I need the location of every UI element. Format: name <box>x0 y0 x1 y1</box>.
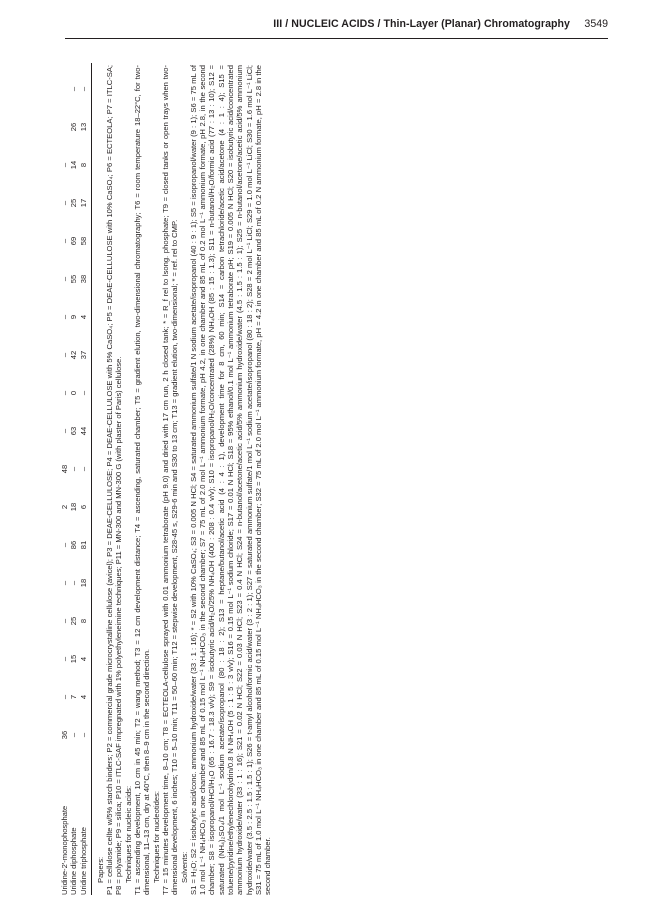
table-cell: – <box>69 732 79 738</box>
row-compound-name: Uridine-2′-monophosphate <box>60 805 69 895</box>
table-cell: 8 <box>78 162 88 168</box>
table-cell: – <box>60 580 69 586</box>
table-cell: 42 <box>69 350 79 360</box>
header-rule <box>65 38 608 39</box>
table-cell: – <box>60 390 69 396</box>
table-cell: – <box>60 352 69 358</box>
table-cell: – <box>60 200 69 206</box>
techniques-nucleotides-heading: Techniques for nucleotides: <box>151 790 161 883</box>
table-cell: – <box>78 466 88 472</box>
table-cell: – <box>60 428 69 434</box>
table-bottom-rule <box>91 63 92 895</box>
table-cell: – <box>60 238 69 244</box>
table-cell: 18 <box>69 502 79 512</box>
table-cell: 48 <box>60 464 69 474</box>
table-footnotes <box>96 65 273 895</box>
techniques-nucleic-text: T1 = ascending development, 10 cm in 45 min; T2 = wang method; T3 = 12 cm development distance; T4 = ascending, saturated chamber; T5 = gradient elution, two-dimensional chromatography; T6 = room temperature 18–22°C, for two-dimensional, 11–13 cm, dry at 40°C, then 8–9 cm in the second direction. <box>133 65 152 895</box>
table-cell: 4 <box>78 694 88 700</box>
table-cell: 4 <box>78 314 88 320</box>
table-cell: – <box>60 618 69 624</box>
table-cell: – <box>60 162 69 168</box>
table-cell: 9 <box>69 314 79 320</box>
table-cell: – <box>69 580 79 586</box>
table-cell: 6 <box>78 504 88 510</box>
table-cell: – <box>60 656 69 662</box>
table-cell: 36 <box>60 730 69 740</box>
table-cell: 58 <box>78 236 88 246</box>
table-cell: – <box>69 86 79 92</box>
table-cell: 25 <box>69 198 79 208</box>
table-cell: 17 <box>78 198 88 208</box>
table-cell: – <box>60 694 69 700</box>
rotated-table-block <box>60 55 382 895</box>
table-cell: – <box>60 542 69 548</box>
techniques-nucleotides-text: T7 = 15 minutes development time, 8–10 cm; T8 = ECTEOLA-cellulose sprayed with 0.01 ammonium tetraborate (pH 9.0) and dried with 17 cm run, 2 h closed tank; * = R_f rel to lsong. phosphate; T9 = closed tanks or open trays when two-dimensional development, 6 inches; T10 = 5–10 min; T11 = 50–60 min; T12 = stepwise development, S28-45 s, S29-6 min and S30 to 13 cm; T13 = gradient elution, two-dimensional; * = ref. rel to CMP. <box>160 65 180 895</box>
table-cell: 69 <box>69 236 79 246</box>
table-cell: 55 <box>69 274 79 284</box>
table-cell: 18 <box>78 578 88 588</box>
table-cell: 44 <box>78 426 88 436</box>
table-cell: 37 <box>78 350 88 360</box>
row-compound-name: Uridine diphosphate <box>69 827 79 895</box>
table-cell: – <box>60 314 69 320</box>
solvents-heading: Solvents: <box>179 851 189 883</box>
table-cell: – <box>60 276 69 282</box>
table-cell: – <box>69 466 79 472</box>
table-cell: 0 <box>69 390 79 396</box>
table-cell: 2 <box>60 504 69 510</box>
papers-heading: Papers: <box>95 856 105 883</box>
table-cell: 14 <box>69 160 79 170</box>
table-cell: 25 <box>69 616 79 626</box>
table-cell: – <box>78 86 88 92</box>
table-row <box>69 55 78 895</box>
table-cell: 38 <box>78 274 88 284</box>
papers-text: P1 = cellulose cellte w/5% starch binders; P2 = commercial grade microcrystalline cellulose (avicel); P3 = DEAE-CELLULOSE; P4 = DEAE-CELLULOSE with 5% CaSO₄; P5 = DEAE-CELLULOSE with 10% CaSO₄; P6 = ECTEOLA; P7 = ITLC-SA; P8 = polyamide; P9 = silica; P10 = ITLC-SAF impregnated with 1% polyethyleneimine techniques; P11 = MN-300 and MN-300 G (with plaster of Paris) cellulose. <box>105 65 124 895</box>
row-compound-name: Uridine triphosphate <box>78 827 88 895</box>
solvents-text: S1 = H₂O; S2 = isobutyric acid/conc. ammonium hydroxide/water (33 : 1 : 16); * = S2 with 10% CaSO₄; S3 = 0.005 N HCl; S4 = saturated ammonium sulfate/1 N sodium acetate/isopropanol (40 : 9 : 1); S5 = isopropanol/water (9 : 1); S6 = 75 mL of 1.0 mol L⁻¹ NH₄HCO₃ in one chamber and 85 mL of 0.15 mol L⁻¹ NH₄HCO₃ in the second chamber; S7 = 75 mL of 2.0 mol L⁻¹ ammonium formate, pH 4.2, in one chamber and 85 mL of 0.2 mol L⁻¹ ammonium formate, pH 2.8, in the second chamber; S8 = isopropanol/HCl/H₂O (65 : 16.7 : 18.3 v/v); S9 = isobutyric acid/H₂O/25% NH₄OH (400 : 208 : 0.4 v/v); S10 = isopropanol/H₂O/concentrated (28%) NH₄OH (85 : 15 : 1.3); S11 = n-butanol/H₂O/formic acid (77 : 13 : 10); S12 = saturated (NH₄)₂SO₄/1 mol L⁻¹ sodium acetate/isopropanol (80 : 18 : 2); S13 = heptane/butanol/acetic acid (4 : 4 : 1), development time for 8 cm, 60 min; S14 = carbon tetrachloride/acetic acid/acetone (4 : 1 : 4); S15 = toluene/pyridine/ethylenechlorohydrin/0.8 N NH₄OH (5 : 1 : 5 : 3 v/v); S16 = 0.15 mol L⁻¹ sodium chloride; S17 = 0.01 N HCl; S18 = 95% ethanol/0.1 mol L⁻¹ ammonium tetraborate pH; S19 = 0.005 N HCl; S20 = isobutyric acid/concentrated ammonium hydroxide/water (33 : 1 : 16); S21 = 0.02 N HCl; S22 = 0.03 N HCl; S23 = 0.4 N HCl; S24 = n-butanol/acetone/acetic acid/5% ammonium hydroxide/water (4.5 : 1.5 : 1.5 : 1); S25 = n-butanol/acetone/acetic acid/5% ammonium hydroxide/water (3.5 : 2.5 : 1.5 : 1.5 : 1); S26 = t-amyl alcohol/formic acid/water (3 : 2 : 1); S27 = saturated ammonium sulfate/1 mol L⁻¹ sodium acetate/isopropanol (80 : 18 : 2); S28 = 2 mol L⁻¹ LiCl; S29 = 1.0 mol L⁻¹ LiCl; S30 = 1.6 mol L⁻¹ LiCl; S31 = 75 mL of 1.0 mol L⁻¹ NH₄HCO₃ in one chamber and 85 mL of 0.15 mol L⁻¹ NH₄HCO₃ in the second chamber; S32 = 75 mL of 2.0 mol L⁻¹ ammonium formate, pH = 4.2 in one chamber and 85 mL of 0.2 N ammonium formate, pH = 2.8 in the second chamber. <box>188 65 273 895</box>
page-header <box>0 18 668 42</box>
table-cell: 8 <box>78 618 88 624</box>
table-cell: 81 <box>78 540 88 550</box>
table-cell: – <box>78 732 88 738</box>
running-title: III / NUCLEIC ACIDS / Thin-Layer (Planar) Chromatography <box>273 18 570 30</box>
table-cell: 26 <box>69 122 79 132</box>
page-number: 3549 <box>584 18 608 30</box>
table-cell: 15 <box>69 654 79 664</box>
table-row <box>79 55 88 895</box>
table-cell: 7 <box>69 694 79 700</box>
table-row <box>60 55 69 895</box>
table-cell: 4 <box>78 656 88 662</box>
table-cell: 63 <box>69 426 79 436</box>
table-cell: 13 <box>78 122 88 132</box>
data-table <box>60 55 88 895</box>
table-cell: 86 <box>69 540 79 550</box>
table-cell: – <box>78 390 88 396</box>
techniques-nucleic-heading: Techniques for nucleic acids: <box>123 785 133 883</box>
